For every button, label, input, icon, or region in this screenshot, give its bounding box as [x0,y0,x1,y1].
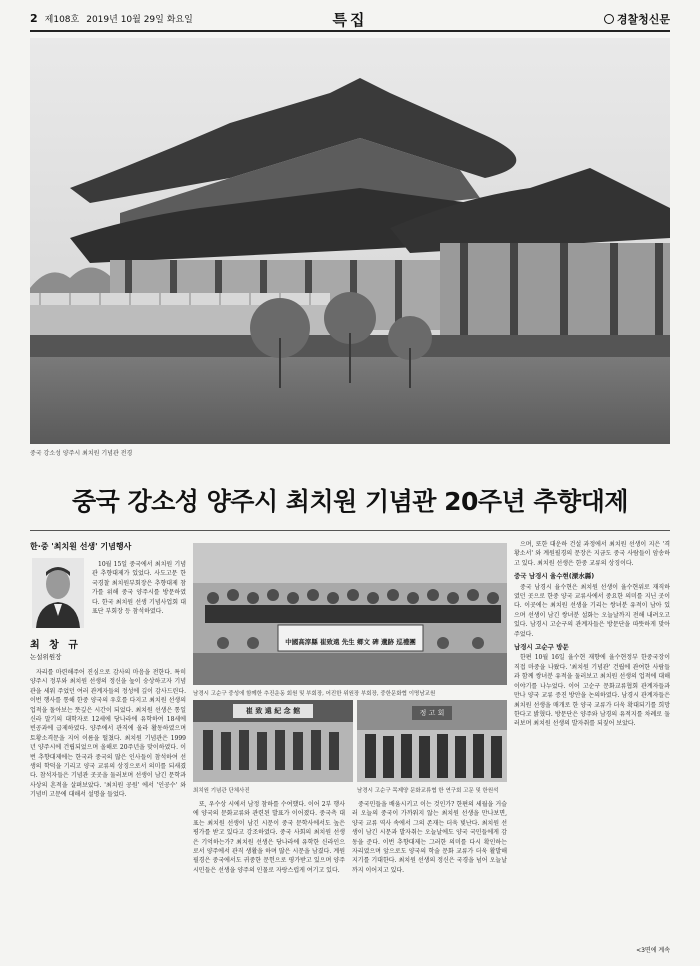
author-portrait-image [32,558,84,628]
masthead-title: 경찰청신문 [616,13,670,26]
article-column-3 [352,800,507,953]
article-column-1 [30,668,186,953]
article-paragraph: 자리를 마련해주어 진심으로 감사의 마음을 전한다. 특히 양주시 정부와 최치원 선생의 정신을 높이 숭상하고자 기념관을 세워 주었던 여러 관계자들의 정성에 깊이 감사드린다. 이번 행사를 통해 한중 양국의 우호를 다지고 최치원 선생의 업적을 돌아보는 뜻깊은 시간이 되었다. 최치원 선생은 통일신라 말기의 대학자로 12세에 당나라에 유학하여 18세에 빈공과에 급제하였다. 양주에서 관직에 올라 활동하였으며 토황소격문을 지어 이름을 떨쳤다. 최치원 기념관은 1999년 양주시에 건립되었으며 올해로 20주년을 맞이하였다. 이번 추향대제에는 한국과 중국의 많은 인사들이 참석하여 선생의 학덕을 기리고 양국 교류의 상징으로서 의미를 되새겼다. 참석자들은 기념관 곳곳을 둘러보며 선생이 남긴 문학과 사상의 흔적을 살펴보았다. '최치원 공원' 에서 '인공수' 와 기념비 고문에 대해서 설명을 들었다. [30,669,186,799]
article-paragraph: 으며, 또한 대운하 건설 과정에서 최치원 선생이 지은 '격황소서' 와 계원필경의 문장은 지금도 중국 사람들이 암송하고 있다. 최치원 선생은 한중 교류의 상징이다. [514,541,670,567]
group-photo [193,543,507,685]
headline-rule [30,530,670,531]
museum-sign-text: 정 고 회 [419,709,445,717]
article-column-4 [514,540,670,950]
article-column-1-lead [92,560,186,660]
author-portrait [32,558,84,628]
author-name: 최 창 규 [30,640,81,651]
group-photo-banner-text: 中國高淳縣 崔致遠 先生 鄉文 碑 遺跡 巡禮團 [285,638,416,646]
issue-number: 제108호 [44,15,80,25]
page-number: 2 [30,12,38,25]
article-column-2 [193,800,345,953]
hall-sign-text: 崔 致 遠 紀 念 館 [245,706,301,715]
group-photo-image [193,543,507,685]
article-paragraph: 중국민들을 배움시키고 이는 것인가? 한편의 세월을 거슬러 오늘의 중국이 가까워지 않는 최치원 선생을 만나보면, 양국 교류 역사 속에서 그의 존재는 더욱 빛난다. 최치원 선생이 남긴 시문과 발자취는 오늘날에도 양국 국민들에게 감동을 준다. 이번 추향대제는 그러한 의미를 다시 확인하는 자리였으며 앞으로도 양국의 학술 문화 교류가 더욱 활발해지기를 기대한다. 최치원 선생의 정신은 국경을 넘어 오늘날까지 이어지고 있다. [352,801,507,874]
ceremony-photo [193,700,353,782]
main-photo-caption: 중국 강소성 양주시 최치원 기념관 전경 [30,450,133,457]
memorial-hall-illustration [30,38,670,444]
article-paragraph: 10월 15일 중국에서 최치원 기념관 추향대제가 있었다. 사도고문 한국경찰 최치원부회장은 추향대제 참가를 위해 중국 양주시를 방문하였다. 한국 최치원 선생 기념사업회 대표단 부회장 등 참석하였다. [92,561,186,616]
section-minihead: 남경시 고순구 방문 [514,643,569,652]
continued-note: <3면에 계속 [636,947,670,954]
section-minihead: 중국 남경시 율수현(溧水縣) [514,572,595,581]
museum-photo [357,700,507,782]
headline: 중국 강소성 양주시 최치원 기념관 20주년 추향대제 [71,487,628,516]
museum-photo-caption: 남경시 고순구 목제양 문화교류협 한 연구회 고문 및 한원석 [357,788,499,794]
issue-date: 2019년 10월 29일 화요일 [86,15,193,25]
article-paragraph: 또, 우수상 시에서 남정 참하를 수여했다. 이어 2부 행사에 양국의 문화교류와 관련된 발표가 이어졌다. 중국측 대표는 최치원 선생이 남긴 시문이 중국 문학사에서도 높은 평가를 받고 있다고 강조하였다. 중국 사회의 최치원 선생은 기억하는가? 최치원 선생은 당나라에 유학한 신라인으로서 양주에서 관직 생활을 하며 많은 시문을 남겼다. 계원필경은 중국에서도 귀중한 문헌으로 평가받고 있으며 양주시민들은 선생을 양주의 인물로 자랑스럽게 여기고 있다. [193,801,345,874]
article-paragraph: 한편 10월 16일 율수현 재향에 율수현정부 한중국장이 직접 마중을 나왔다. '최치원 기념관' 건립에 관여한 사람들과 함께 쌍녀분 유적을 둘러보고 최치원 선생의 업적에 대해 이야기를 나누었다. 이어 고순구 문화교류협회 관계자들과 만나 양국 교류 증진 방안을 논의하였다. 남경시 관계자들은 최치원 선생을 매개로 한 양국 교류가 더욱 확대되기를 희망한다고 밝혔다. 방문단은 양주와 남경의 유적지를 차례로 둘러보며 최치원 선생의 발자취를 되짚어 보았다. [514,654,670,728]
masthead-logo-icon [604,14,614,24]
header-rule [30,30,670,32]
section-title: 특집 [332,11,368,29]
article-subhead: 한·중 '최치원 선생' 기념행사 [30,542,132,551]
main-photo-memorial-hall [30,38,670,444]
article-paragraph: 중국 남경시 율수현은 최치원 선생이 율수현위로 재직하였던 곳으로 한중 양국 교류사에서 중요한 의미를 지닌 곳이다. 이곳에는 최치원 선생을 기리는 쌍녀분 유적이 남아 있으며 선생이 남긴 쌍녀분 설화는 오늘날까지 전해 내려오고 있다. 남경시 고순구의 관계자들은 방문단을 따뜻하게 맞아주었다. [514,583,670,638]
masthead [604,11,670,27]
ceremony-photo-caption: 최치원 기념관 단체사진 [193,788,250,794]
author-title: 논설위원장 [30,653,62,661]
group-photo-caption: 남경시 고순구 중성에 함께한 추진운동 회원 및 부회장, 어진한 위원장 부회장, 중한문화협 이명남교원 [193,691,436,697]
